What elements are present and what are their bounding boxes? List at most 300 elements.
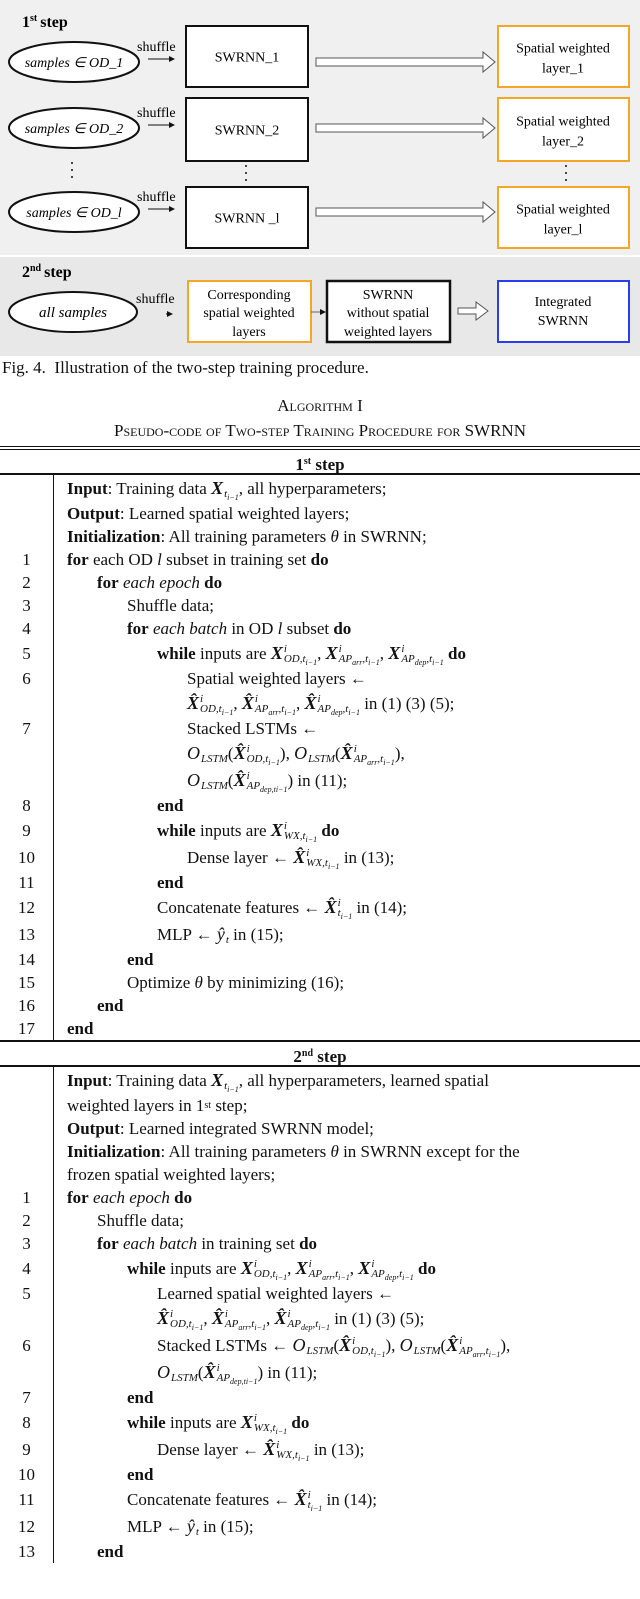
math-base: X̂ (340, 743, 353, 763)
math-subscript (371, 1267, 414, 1282)
line-number (0, 767, 54, 794)
math-scripts (246, 769, 288, 794)
subscript-part: OD,t (352, 1344, 374, 1357)
text-segment: in (13); (339, 847, 395, 867)
corresponding-layers-text: Corresponding spatial weighted layers (203, 288, 295, 340)
subscript-part: ,t (332, 1267, 339, 1280)
line-number: 1 (0, 1186, 54, 1209)
math-base: X (211, 478, 224, 498)
math-base: O (187, 743, 200, 763)
line-number: 9 (0, 817, 54, 844)
subscript-part: ,t (278, 702, 285, 715)
text-segment: , all hyperparameters, learned spatial (238, 1070, 489, 1090)
line-number: 8 (0, 1409, 54, 1436)
line-number: 13 (0, 1540, 54, 1563)
text-segment: inputs are (195, 820, 271, 840)
line-number: 5 (0, 640, 54, 667)
text-segment: ( (227, 770, 234, 790)
text-segment: : All training parameters (160, 526, 331, 546)
subscript-part: AP (338, 652, 353, 665)
subscript-part: OD,t (283, 652, 306, 665)
shuffle-label: shuffle (136, 292, 175, 307)
line-number (0, 740, 54, 767)
line-text (54, 971, 640, 994)
math-superscript: i (253, 1257, 257, 1270)
line-number: 7 (0, 717, 54, 740)
math-scripts (253, 1411, 288, 1436)
math-superscript: i (317, 692, 321, 705)
math-base: X̂ (274, 1308, 287, 1328)
subscript-part: i−1 (275, 784, 288, 794)
text-segment: step; (211, 1095, 248, 1115)
subscript-part: i−1 (254, 1322, 266, 1332)
subscript-part: i−1 (402, 1272, 414, 1282)
math-symbol (211, 1307, 266, 1332)
text-segment: weighted layers in 1 (67, 1095, 205, 1115)
algorithm-line (0, 1255, 640, 1282)
text-segment: end (127, 949, 154, 969)
math-base: X (270, 820, 283, 840)
subscript-part: LSTM (201, 779, 228, 792)
subscript-part: i−1 (348, 707, 360, 717)
math-symbol (295, 1257, 350, 1282)
math-symbol (211, 478, 239, 502)
math-subscript (353, 752, 395, 767)
math-scripts (246, 742, 280, 767)
math-scripts (414, 1336, 441, 1356)
math-subscript (459, 1344, 501, 1359)
text-segment: in SWRNN except for the (338, 1141, 520, 1161)
math-symbol (274, 1307, 330, 1332)
math-symbol (240, 1411, 288, 1436)
text-segment: in (1) (3) (5); (329, 1308, 425, 1328)
subscript-part: WX,t (306, 856, 328, 869)
step1-header (0, 450, 640, 475)
text-segment: each batch (148, 618, 228, 638)
text-segment: for (67, 1187, 89, 1207)
spatial-layer-label-1: Spatial weighted (516, 41, 610, 57)
math-superscript: i (307, 1488, 311, 1501)
line-number: 2 (0, 1209, 54, 1232)
subscript-part: OD,t (170, 1317, 192, 1330)
spatial-layer-box (498, 26, 629, 87)
text-segment: : All training parameters (160, 1141, 331, 1161)
text-segment: Output (67, 503, 120, 523)
subscript-part: AP (308, 1267, 323, 1280)
text-segment: end (97, 1541, 124, 1561)
text-segment: in (15); (228, 924, 284, 944)
text-segment: , (203, 1308, 212, 1328)
math-base: ŷ (186, 1516, 195, 1536)
math-base: X (240, 1258, 253, 1278)
text-segment: , (287, 1258, 296, 1278)
line-number (0, 475, 54, 502)
step2-header (0, 1040, 640, 1067)
math-base: X̂ (233, 770, 246, 790)
line-text (54, 667, 640, 690)
math-scripts (224, 1071, 239, 1094)
subscript-part: LSTM (413, 1344, 441, 1357)
text-segment: , (349, 1258, 359, 1278)
math-scripts (317, 692, 360, 717)
subscript-part: AP (216, 1371, 231, 1384)
text-segment: subset (282, 618, 334, 638)
line-number: 15 (0, 971, 54, 994)
math-superscript: i (283, 642, 287, 655)
math-subscript (352, 1344, 386, 1359)
math-subscript (308, 754, 335, 764)
math-symbol (304, 692, 360, 717)
math-scripts (253, 1257, 288, 1282)
line-number: 4 (0, 617, 54, 640)
training-procedure-figure (0, 0, 640, 356)
text-segment: , (265, 1308, 275, 1328)
text-segment: do (174, 1187, 193, 1207)
subscript-part: dep,t (260, 784, 276, 794)
math-scripts (201, 744, 228, 764)
text-segment: ( (197, 1362, 204, 1382)
spatial-layer-box (498, 98, 629, 161)
math-symbol (358, 1257, 414, 1282)
step1-label: 1st step (22, 13, 68, 31)
text-segment: while (127, 1412, 166, 1432)
algorithm-table (0, 446, 640, 1563)
subscript-part: OD,t (200, 702, 222, 715)
text-segment: end (127, 1464, 154, 1484)
math-symbol (294, 743, 335, 764)
text-segment: , all hyperparameters; (238, 478, 387, 498)
line-text (54, 767, 640, 794)
algorithm-line (0, 1067, 640, 1094)
algorithm-line (0, 502, 640, 525)
math-subscript (254, 702, 296, 717)
line-text (54, 1117, 640, 1140)
math-scripts (371, 1257, 414, 1282)
text-segment: Concatenate features ← (127, 1489, 295, 1509)
subscript-part: i−1 (275, 1272, 288, 1282)
algorithm-line (0, 1232, 640, 1255)
integrated-swrnn-text: Integrated SWRNN (534, 295, 592, 329)
algorithm-line (0, 844, 640, 871)
text-segment: each batch (118, 1233, 198, 1253)
text-segment: each OD (88, 549, 158, 569)
algorithm-line (0, 1117, 640, 1140)
line-text (54, 1486, 640, 1513)
text-segment: do (204, 572, 223, 592)
algorithm-line (0, 1017, 640, 1040)
text-segment: Initialization (67, 526, 161, 546)
math-scripts (308, 744, 335, 764)
subscript-part: OD,t (253, 1267, 276, 1280)
subscript-part: i−1 (221, 707, 234, 717)
text-segment: , (379, 643, 389, 663)
subscript-part: AP (459, 1344, 473, 1357)
text-segment: by minimizing (16); (202, 972, 345, 992)
math-superscript: i (224, 1307, 228, 1320)
subscript-part: LSTM (171, 1371, 198, 1384)
math-scripts (352, 1334, 386, 1359)
line-number (0, 1163, 54, 1186)
subscript-part: dep,t (230, 1376, 246, 1386)
algorithm-line (0, 1409, 640, 1436)
text-segment: end (67, 1018, 94, 1038)
subscript-part: i−1 (368, 657, 380, 667)
line-text (54, 844, 640, 871)
math-superscript: i (459, 1334, 463, 1347)
text-segment: ( (440, 1335, 447, 1355)
line-number (0, 1140, 54, 1163)
subscript-part: i−1 (383, 757, 395, 767)
math-scripts (337, 896, 353, 921)
line-text (54, 1209, 640, 1232)
line-number (0, 502, 54, 525)
math-subscript (201, 754, 228, 764)
math-scripts (276, 1438, 310, 1463)
samples-label: samples ∈ OD_2 (24, 122, 124, 137)
line-text (54, 594, 640, 617)
math-symbol (233, 769, 288, 794)
text-segment: l (277, 618, 283, 638)
line-number: 11 (0, 871, 54, 894)
math-base: X (270, 643, 283, 663)
text-segment: in training set (197, 1233, 300, 1253)
text-segment: Optimize (127, 972, 195, 992)
subscript-part: AP (401, 652, 415, 665)
text-segment: while (157, 643, 196, 663)
line-number: 14 (0, 948, 54, 971)
subscript-part: i−1 (488, 1349, 501, 1359)
step2-label: 2nd step (22, 263, 72, 281)
line-number: 9 (0, 1436, 54, 1463)
math-superscript: i (276, 1438, 280, 1451)
text-segment: st (204, 1100, 212, 1111)
subscript-part: i−1 (327, 861, 340, 871)
spatial-layer-label-1: Spatial weighted (516, 114, 610, 130)
algorithm-line (0, 948, 640, 971)
math-base: X (295, 1258, 308, 1278)
subscript-part: i−1 (245, 1376, 258, 1386)
math-base: X (240, 1412, 253, 1432)
line-text (54, 640, 640, 667)
algorithm-line (0, 1140, 640, 1163)
line-text (54, 1094, 640, 1117)
line-text (54, 1463, 640, 1486)
text-segment: ), (394, 743, 405, 763)
text-segment: Initialization (67, 1141, 161, 1161)
math-subscript (253, 1421, 288, 1436)
math-symbol (157, 1362, 198, 1383)
math-subscript (307, 1346, 334, 1356)
math-subscript (224, 487, 239, 502)
math-superscript: i (337, 896, 341, 909)
math-base: O (294, 743, 308, 763)
text-segment: : Training data (107, 1070, 212, 1090)
subscript-part: ,t (482, 1344, 489, 1357)
line-number: 3 (0, 594, 54, 617)
math-subscript (200, 702, 234, 717)
text-segment: : Learned spatial weighted layers; (119, 503, 350, 523)
text-segment: in (14); (322, 1489, 378, 1509)
algorithm-line (0, 525, 640, 548)
shuffle-label: shuffle (137, 106, 176, 121)
math-subscript (224, 1317, 266, 1332)
line-number (0, 1067, 54, 1094)
line-number: 13 (0, 921, 54, 948)
text-segment: Shuffle data; (97, 1210, 185, 1230)
math-subscript (414, 1346, 441, 1356)
math-subscript (308, 1267, 350, 1282)
math-scripts (306, 846, 340, 871)
subscript-part: i−1 (227, 492, 239, 502)
line-text (54, 1017, 640, 1040)
subscript-part: dep (414, 657, 427, 667)
subscript-part: WX,t (276, 1448, 298, 1461)
math-symbol (388, 642, 444, 667)
text-segment: do (310, 549, 329, 569)
line-number (0, 1359, 54, 1386)
math-symbol (294, 1488, 323, 1513)
subscript-part: t (195, 1525, 199, 1538)
text-segment: do (448, 643, 466, 663)
line-number: 2 (0, 571, 54, 594)
line-text (54, 1359, 640, 1386)
subscript-part: ,t (362, 652, 369, 665)
math-subscript (317, 702, 360, 717)
math-base: O (187, 770, 200, 790)
line-number (0, 1305, 54, 1332)
text-segment: Learned spatial weighted layers ← (157, 1283, 394, 1303)
math-subscript (338, 652, 380, 667)
text-segment: Shuffle data; (127, 595, 215, 615)
algorithm-line (0, 740, 640, 767)
math-subscript (171, 1373, 198, 1383)
math-scripts (283, 642, 318, 667)
figure-caption: Fig. 4. Illustration of the two-step training procedure. (2, 358, 369, 377)
subscript-part: arr (352, 657, 363, 667)
math-symbol (340, 742, 395, 767)
text-segment: 1 (295, 455, 304, 474)
subscript-part: i−1 (284, 707, 296, 717)
text-segment: Output (67, 1118, 120, 1138)
math-scripts (401, 642, 444, 667)
spatial-layer-label-2: layer_2 (542, 134, 584, 150)
subscript-part: i−1 (338, 1272, 350, 1282)
line-number: 12 (0, 1513, 54, 1540)
line-text (54, 525, 640, 548)
swrnn-label: SWRNN_1 (214, 50, 280, 66)
line-text (54, 1305, 640, 1332)
algorithm-line (0, 1463, 640, 1486)
subscript-part: i−1 (275, 1426, 288, 1436)
math-base: X̂ (446, 1335, 459, 1355)
math-superscript: i (253, 1411, 257, 1424)
math-symbol (446, 1334, 501, 1359)
line-number: 16 (0, 994, 54, 1017)
math-scripts (308, 1257, 350, 1282)
line-number: 4 (0, 1255, 54, 1282)
text-segment: MLP ← (157, 924, 217, 944)
subscript-part: arr (367, 757, 378, 767)
math-superscript: i (283, 819, 287, 832)
text-segment: in SWRNN; (338, 526, 427, 546)
math-scripts (287, 1307, 330, 1332)
math-symbol (211, 1070, 239, 1094)
all-samples-label: all samples (39, 305, 107, 321)
subscript-part: dep (330, 707, 343, 717)
text-segment: st (303, 456, 312, 467)
text-segment: in OD (227, 618, 278, 638)
text-segment: θ (194, 972, 203, 992)
line-text (54, 794, 640, 817)
math-symbol (270, 819, 318, 844)
subscript-part: i−1 (227, 1084, 239, 1094)
text-segment: , (295, 693, 305, 713)
math-subscript (246, 779, 288, 794)
text-segment: θ (330, 1141, 339, 1161)
subscript-part: WX,t (283, 829, 306, 842)
math-symbol (339, 1334, 386, 1359)
line-number: 11 (0, 1486, 54, 1513)
text-segment: for (67, 549, 89, 569)
subscript-part: ,t (248, 1317, 255, 1330)
math-scripts (307, 1336, 334, 1356)
subscript-part: i−1 (305, 834, 318, 844)
subscript-part: arr (238, 1322, 249, 1332)
line-text (54, 1186, 640, 1209)
math-subscript (170, 1317, 204, 1332)
math-symbol (325, 642, 380, 667)
text-segment: ), (279, 743, 295, 763)
subscript-part: t (225, 933, 229, 946)
math-base: X̂ (294, 1489, 307, 1509)
math-superscript: i (401, 642, 405, 655)
subscript-part: i−1 (310, 1503, 323, 1513)
text-segment: ) in (11); (287, 770, 348, 790)
text-segment: end (97, 995, 124, 1015)
math-symbol (241, 692, 296, 717)
math-scripts (171, 1363, 198, 1383)
math-symbol (217, 924, 229, 945)
line-text (54, 548, 640, 571)
algorithm-line (0, 1305, 640, 1332)
line-text (54, 1540, 640, 1563)
text-segment: in (13); (309, 1439, 365, 1459)
subscript-part: t (307, 1498, 311, 1511)
algorithm-line (0, 717, 640, 740)
math-symbol (240, 1257, 288, 1282)
algorithm-line (0, 1282, 640, 1305)
algorithm-line (0, 794, 640, 817)
swrnn-label: SWRNN_2 (214, 123, 280, 139)
samples-label: samples ∈ OD_l (26, 206, 122, 221)
algorithm-line (0, 1186, 640, 1209)
text-segment: Stacked LSTMs ← (187, 718, 319, 738)
text-segment: for (97, 1233, 119, 1253)
shuffle-label: shuffle (137, 190, 176, 205)
algorithm-line (0, 640, 640, 667)
math-symbol (293, 1335, 334, 1356)
text-segment: Stacked LSTMs ← (157, 1335, 293, 1355)
line-text (54, 617, 640, 640)
text-segment: ), (500, 1335, 511, 1355)
math-scripts (224, 479, 239, 502)
subscript-part: ,t (396, 1267, 403, 1280)
math-base: O (399, 1335, 413, 1355)
algorithm-title: Algorithm I (277, 396, 363, 415)
math-subscript (401, 652, 444, 667)
line-text (54, 690, 640, 717)
math-superscript: i (287, 1307, 291, 1320)
